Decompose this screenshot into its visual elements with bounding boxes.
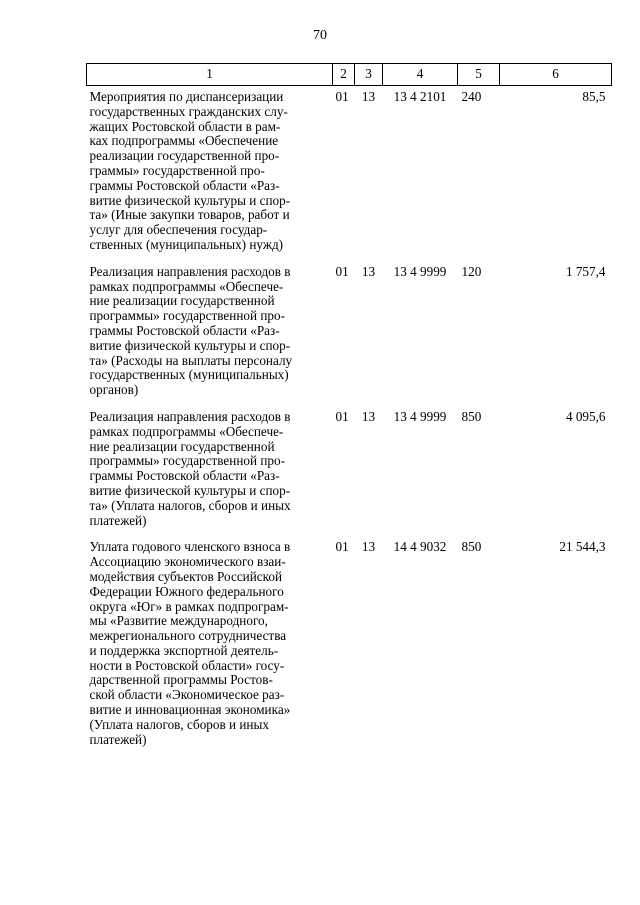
row-amount: 4 095,6 (565, 408, 606, 424)
row-col-4: 13 4 2101 (393, 89, 447, 104)
table-row (87, 86, 612, 261)
row-col-3: 13 (361, 408, 376, 424)
row-col-3: 13 (361, 263, 376, 279)
row-col-4: 13 4 9999 (393, 408, 447, 424)
header-col-6: 6 (500, 64, 612, 86)
header-col-5: 5 (458, 64, 500, 86)
page-number: 70 (313, 28, 327, 43)
budget-table (86, 63, 612, 755)
row-col-5: 240 (461, 89, 482, 104)
header-row (87, 64, 612, 86)
row-amount: 1 757,4 (565, 263, 606, 279)
row-col-5: 120 (461, 263, 482, 279)
table-row (87, 261, 612, 406)
header-col-2: 2 (333, 64, 355, 86)
row-description-cell (87, 406, 333, 536)
header-col-4: 4 (383, 64, 458, 86)
row-col-4: 14 4 9032 (393, 539, 447, 555)
row-col-3: 13 (361, 89, 376, 104)
row-col-3: 13 (361, 539, 376, 555)
header-col-1: 1 (87, 64, 333, 86)
row-amount: 21 544,3 (559, 539, 606, 555)
row-col-5: 850 (461, 539, 482, 555)
row-amount: 85,5 (582, 89, 606, 104)
row-description: Реализация направления расходов в рамках подпрограммы «Обеспече- ние реализации государственной программы» государственной про- граммы Ростовской области «Раз- витие физической культуры и спор- та» (Уплата налогов, сборов и иных платежей) (89, 408, 291, 528)
row-description-cell (87, 261, 333, 406)
row-col-2: 01 (335, 539, 349, 555)
row-col-4: 13 4 9999 (393, 263, 447, 279)
row-description-cell (87, 536, 333, 755)
row-description: Реализация направления расходов в рамках подпрограммы «Обеспече- ние реализации государственной программы» государственной про- граммы Ростовской области «Раз- витие физической культуры и спор- та» (Расходы на выплаты персоналу государственных (муниципальных) органов) (89, 263, 293, 398)
row-col-2: 01 (335, 263, 349, 279)
header-col-3: 3 (355, 64, 383, 86)
table-body (87, 86, 612, 756)
row-col-2: 01 (335, 89, 349, 104)
row-col-2: 01 (335, 408, 349, 424)
row-description-cell (87, 86, 333, 261)
row-description: Мероприятия по диспансеризации государственных гражданских слу- жащих Ростовской области в рам- ках подпрограммы «Обеспечение реализации государственной про- граммы» государственной про- граммы Ростовской области «Раз- витие физической культуры и спор- та» (Иные закупки товаров, работ и услуг для обеспечения государ- ственных (муниципальных) нужд) (89, 89, 291, 252)
row-col-5: 850 (461, 408, 482, 424)
table-row (87, 406, 612, 536)
row-description: Уплата годового членского взноса в Ассоциацию экономического взаи- модействия субъектов Российской Федерации Южного федерального округа «Юг» в рамках подпрограм- мы «Развитие международного, межрегионального сотрудничества и поддержка экспортной деятель- ности в Ростовской области» госу- дарственной программы Ростов- ской области «Экономическое раз- витие и инновационная экономика» (Уплата налогов, сборов и иных платежей) (89, 539, 291, 747)
table-header (87, 64, 612, 86)
table-row (87, 536, 612, 755)
